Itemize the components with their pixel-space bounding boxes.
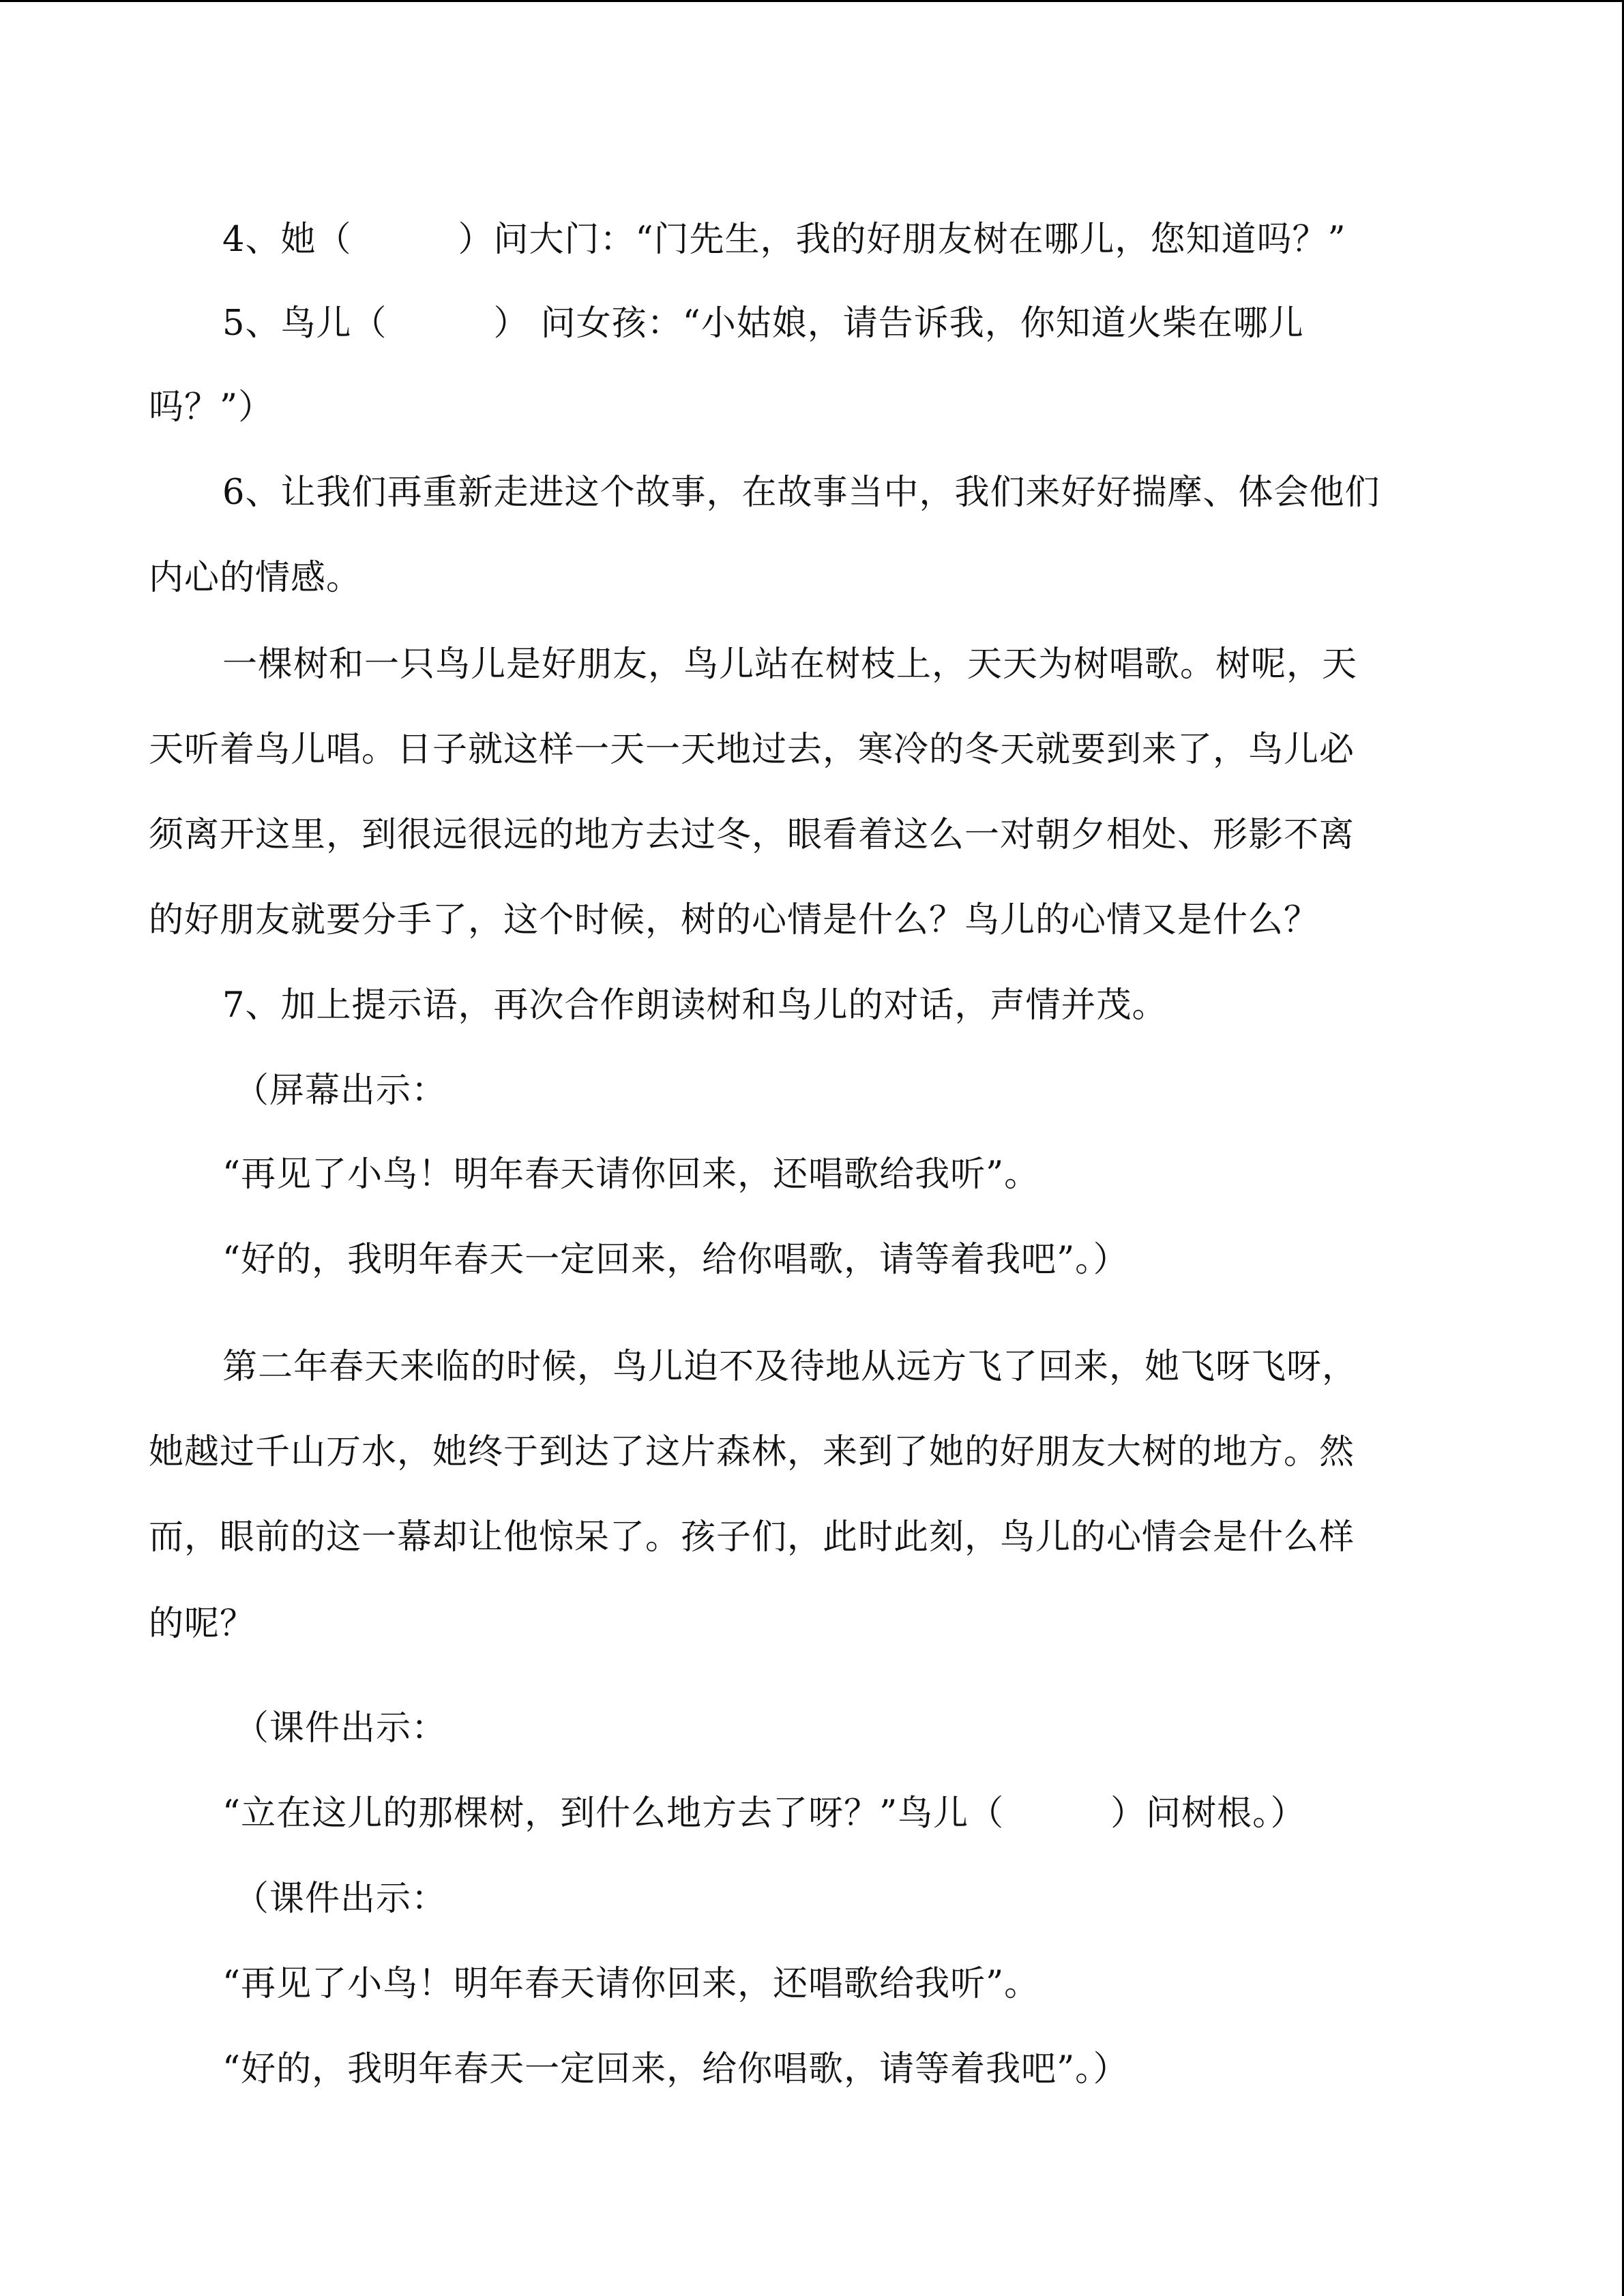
- paragraph-line: 她越过千山万水，她终于到达了这片森林，来到了她的好朋友大树的地方。然: [149, 1432, 1355, 1472]
- paragraph-line: 5、鸟儿（ ） 问女孩：“小姑娘，请告诉我，你知道火柴在哪儿: [222, 303, 1304, 344]
- paragraph-line: “好的，我明年春天一定回来，给你唱歌，请等着我吧”。）: [222, 2049, 1129, 2089]
- paragraph-line: （课件出示：: [234, 1879, 447, 1919]
- paragraph-line: 7、加上提示语，再次合作朗读树和鸟儿的对话，声情并茂。: [222, 985, 1168, 1026]
- paragraph-line: 6、让我们再重新走进这个故事，在故事当中，我们来好好揣摩、体会他们: [222, 473, 1381, 513]
- paragraph-line: 的呢？: [149, 1604, 256, 1644]
- paragraph-line: （课件出示：: [234, 1708, 447, 1748]
- paragraph-line: 吗？”）: [149, 387, 274, 428]
- paragraph-line: 的好朋友就要分手了，这个时候，树的心情是什么？鸟儿的心情又是什么？: [149, 900, 1320, 940]
- paragraph-line: “好的，我明年春天一定回来，给你唱歌，请等着我吧”。）: [222, 1240, 1129, 1280]
- paragraph-line: 而，眼前的这一幕却让他惊呆了。孩子们，此时此刻，鸟儿的心情会是什么样: [149, 1517, 1355, 1557]
- paragraph-line: 天听着鸟儿唱。日子就这样一天一天地过去，寒冷的冬天就要到来了，鸟儿必: [149, 730, 1355, 770]
- paragraph-line: 4、她（ ）问大门：“门先生，我的好朋友树在哪儿，您知道吗？”: [222, 220, 1346, 260]
- paragraph-line: “再见了小鸟！明年春天请你回来，还唱歌给我听”。: [222, 1154, 1040, 1195]
- paragraph-line: 须离开这里，到很远很远的地方去过冬，眼看着这么一对朝夕相处、形影不离: [149, 815, 1355, 855]
- paragraph-line: “立在这儿的那棵树，到什么地方去了呀？”鸟儿（ ）问树根。）: [222, 1793, 1306, 1834]
- paragraph-line: 一棵树和一只鸟儿是好朋友，鸟儿站在树枝上，天天为树唱歌。树呢，天: [222, 644, 1358, 685]
- paragraph-line: 第二年春天来临的时候，鸟儿迫不及待地从远方飞了回来，她飞呀飞呀，: [222, 1347, 1358, 1387]
- paragraph-line: 内心的情感。: [149, 558, 362, 598]
- paragraph-line: （屏幕出示：: [234, 1071, 447, 1111]
- paragraph-line: “再见了小鸟！明年春天请你回来，还唱歌给我听”。: [222, 1964, 1040, 2004]
- page-border-top: [0, 0, 1624, 2]
